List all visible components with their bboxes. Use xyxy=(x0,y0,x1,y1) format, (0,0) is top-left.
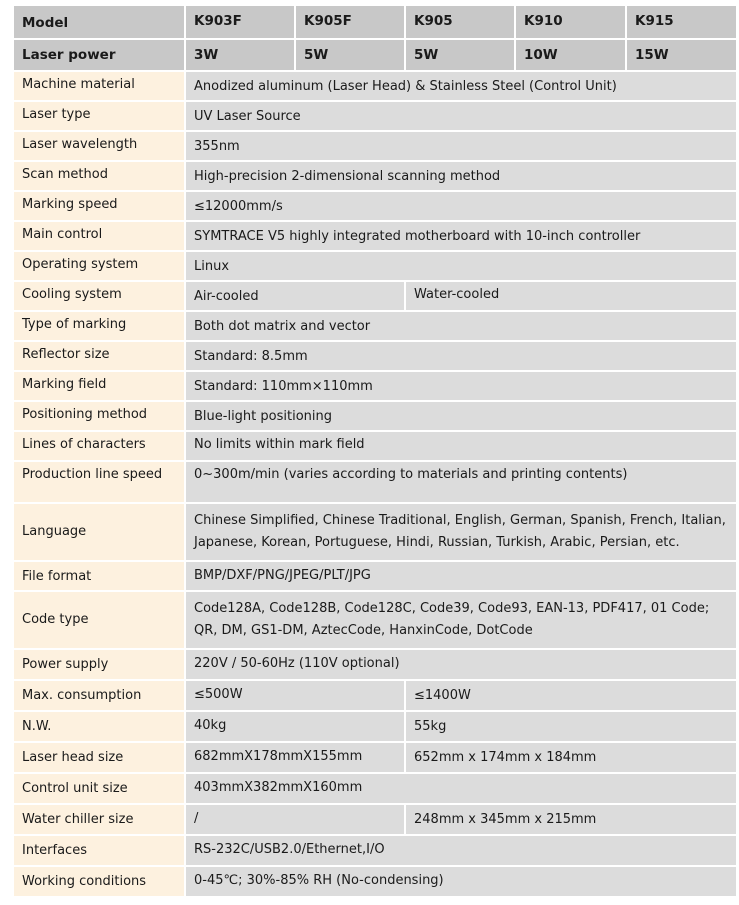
table-row xyxy=(13,221,737,251)
row-label: Laser wavelength xyxy=(13,131,185,161)
power-k905: 5W xyxy=(405,39,515,71)
row-label: Laser type xyxy=(13,101,185,131)
row-label: Marking speed xyxy=(13,191,185,221)
row-value-line: Japanese, Korean, Portuguese, Hindi, Russian, Turkish, Arabic, Persian, etc. xyxy=(194,535,680,550)
table-row xyxy=(13,773,737,804)
row-value: UV Laser Source xyxy=(185,101,737,131)
row-value: 220V / 50-60Hz (110V optional) xyxy=(185,649,737,680)
row-label: Main control xyxy=(13,221,185,251)
row-label: Lines of characters xyxy=(13,431,185,461)
power-row xyxy=(13,39,737,71)
row-value xyxy=(185,591,737,649)
row-label: Language xyxy=(13,503,185,561)
row-value-a: 40kg xyxy=(185,711,405,742)
row-value-line: Chinese Simplified, Chinese Traditional, English, German, Spanish, French, Italian, xyxy=(194,513,726,528)
row-value: ≤12000mm/s xyxy=(185,191,737,221)
row-label: Max. consumption xyxy=(13,680,185,711)
row-value: No limits within mark field xyxy=(185,431,737,461)
model-k905: K905 xyxy=(405,5,515,39)
row-label: Control unit size xyxy=(13,773,185,804)
row-value-b: Water-cooled xyxy=(405,281,737,311)
row-value: High-precision 2-dimensional scanning method xyxy=(185,161,737,191)
table-row xyxy=(13,101,737,131)
row-label: Marking field xyxy=(13,371,185,401)
row-label: Interfaces xyxy=(13,835,185,866)
model-row xyxy=(13,5,737,39)
table-row xyxy=(13,341,737,371)
table-row xyxy=(13,131,737,161)
row-value: Standard: 110mm×110mm xyxy=(185,371,737,401)
row-label: File format xyxy=(13,561,185,591)
row-label: Water chiller size xyxy=(13,804,185,835)
model-label: Model xyxy=(13,5,185,39)
table-row xyxy=(13,591,737,649)
row-value-line: Code128A, Code128B, Code128C, Code39, Code93, EAN-13, PDF417, 01 Code; xyxy=(194,601,710,616)
row-value: Anodized aluminum (Laser Head) & Stainless Steel (Control Unit) xyxy=(185,71,737,101)
row-value: Both dot matrix and vector xyxy=(185,311,737,341)
table-row xyxy=(13,561,737,591)
row-value: SYMTRACE V5 highly integrated motherboard with 10-inch controller xyxy=(185,221,737,251)
spec-sheet xyxy=(12,4,736,898)
table-row xyxy=(13,71,737,101)
row-label: Working conditions xyxy=(13,866,185,897)
row-value-a: ≤500W xyxy=(185,680,405,711)
row-label: Code type xyxy=(13,591,185,649)
table-row xyxy=(13,431,737,461)
table-row xyxy=(13,401,737,431)
power-k915: 15W xyxy=(626,39,737,71)
model-k910: K910 xyxy=(515,5,626,39)
power-k905f: 5W xyxy=(295,39,405,71)
row-value-line: QR, DM, GS1-DM, AztecCode, HanxinCode, DotCode xyxy=(194,623,533,638)
table-row xyxy=(13,371,737,401)
table-row xyxy=(13,311,737,341)
table-row xyxy=(13,503,737,561)
row-label: N.W. xyxy=(13,711,185,742)
row-label: Machine material xyxy=(13,71,185,101)
row-label: Production line speed xyxy=(13,461,185,503)
table-row xyxy=(13,835,737,866)
power-label: Laser power xyxy=(13,39,185,71)
row-value: 0~300m/min (varies according to materials and printing contents) xyxy=(185,461,737,503)
row-value-a: 682mmX178mmX155mm xyxy=(185,742,405,773)
power-k910: 10W xyxy=(515,39,626,71)
row-label: Positioning method xyxy=(13,401,185,431)
table-row xyxy=(13,742,737,773)
row-label: Operating system xyxy=(13,251,185,281)
table-row xyxy=(13,711,737,742)
table-row xyxy=(13,461,737,503)
row-value-a: Air-cooled xyxy=(185,281,405,311)
model-k915: K915 xyxy=(626,5,737,39)
row-label: Cooling system xyxy=(13,281,185,311)
table-row xyxy=(13,649,737,680)
row-value: Standard: 8.5mm xyxy=(185,341,737,371)
row-value: BMP/DXF/PNG/JPEG/PLT/JPG xyxy=(185,561,737,591)
row-value xyxy=(185,503,737,561)
row-value-b: 55kg xyxy=(405,711,737,742)
row-value: Blue-light positioning xyxy=(185,401,737,431)
table-row xyxy=(13,866,737,897)
row-label: Laser head size xyxy=(13,742,185,773)
row-value: Linux xyxy=(185,251,737,281)
row-value: 403mmX382mmX160mm xyxy=(185,773,737,804)
table-row xyxy=(13,804,737,835)
row-value-b: 652mm x 174mm x 184mm xyxy=(405,742,737,773)
table-row xyxy=(13,680,737,711)
row-label: Type of marking xyxy=(13,311,185,341)
table-row xyxy=(13,251,737,281)
table-row xyxy=(13,161,737,191)
row-value-a: / xyxy=(185,804,405,835)
row-value: 355nm xyxy=(185,131,737,161)
row-label: Reflector size xyxy=(13,341,185,371)
row-value: RS-232C/USB2.0/Ethernet,I/O xyxy=(185,835,737,866)
model-k903f: K903F xyxy=(185,5,295,39)
table-row xyxy=(13,281,737,311)
row-value: 0-45℃; 30%-85% RH (No-condensing) xyxy=(185,866,737,897)
table-row xyxy=(13,191,737,221)
row-label: Scan method xyxy=(13,161,185,191)
row-value-b: ≤1400W xyxy=(405,680,737,711)
row-label: Power supply xyxy=(13,649,185,680)
power-k903f: 3W xyxy=(185,39,295,71)
model-k905f: K905F xyxy=(295,5,405,39)
spec-table xyxy=(12,4,738,898)
row-value-b: 248mm x 345mm x 215mm xyxy=(405,804,737,835)
